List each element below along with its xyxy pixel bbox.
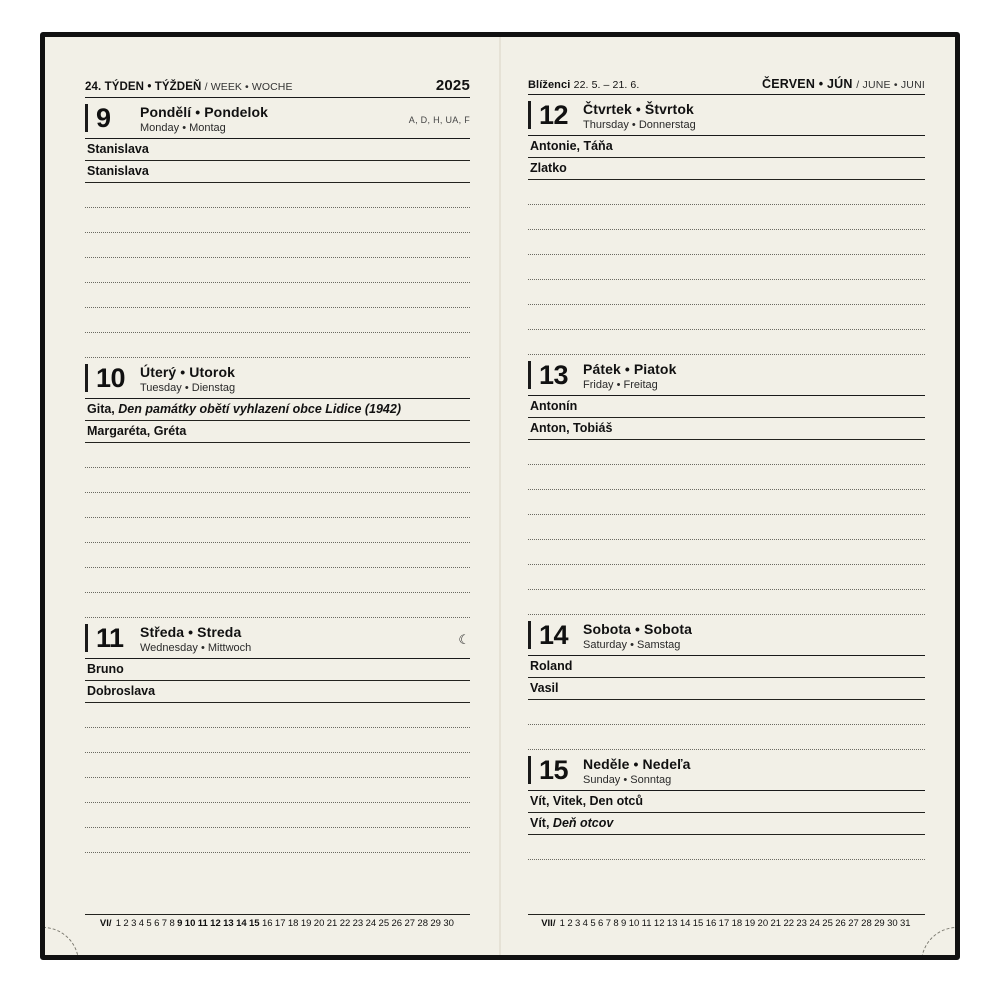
day-name-group: [583, 621, 692, 652]
footer-day-number[interactable]: 28: [861, 918, 872, 929]
note-line[interactable]: [528, 565, 925, 590]
week-label: [85, 81, 293, 93]
day-name-group: [583, 361, 676, 392]
note-line[interactable]: [85, 703, 470, 728]
month-label: [762, 77, 925, 91]
footer-day-number[interactable]: 14: [679, 918, 691, 929]
footer-day-number[interactable]: 1: [559, 918, 565, 929]
note-line[interactable]: [85, 753, 470, 778]
footer-day-number[interactable]: 13: [223, 918, 234, 929]
note-line[interactable]: [528, 180, 925, 205]
pages-container: [45, 37, 955, 955]
nameday-line: Gita, Den památky obětí vyhlazení obce Lidice (1942): [85, 399, 470, 421]
footer-day-number[interactable]: 19: [744, 918, 756, 929]
page-spine: [500, 37, 501, 955]
note-line[interactable]: [528, 280, 925, 305]
nameday-line: Stanislava: [85, 161, 470, 183]
note-line[interactable]: [528, 465, 925, 490]
footer-day-number[interactable]: 26: [835, 918, 846, 929]
day-header: [528, 756, 925, 791]
day-header: [528, 621, 925, 656]
nameday-line: Stanislava: [85, 139, 470, 161]
footer-day-number[interactable]: 4: [138, 918, 145, 929]
note-line[interactable]: [528, 540, 925, 565]
footer-day-number[interactable]: 21: [326, 918, 338, 929]
zodiac-label: [528, 79, 639, 91]
footer-day-number[interactable]: 7: [161, 918, 168, 929]
day-name-secondary: Tuesday • Dienstag: [140, 382, 236, 394]
day-number-bar: [85, 364, 88, 392]
note-line[interactable]: [528, 330, 925, 355]
note-line[interactable]: [85, 728, 470, 753]
day-block: [528, 101, 925, 355]
footer-day-number[interactable]: 16: [705, 918, 717, 929]
note-line[interactable]: [528, 230, 925, 255]
moon-full-icon: ☾: [458, 632, 470, 647]
day-name-group: [583, 756, 691, 787]
note-line[interactable]: [85, 308, 470, 333]
day-number: 9: [96, 103, 111, 133]
footer-day-numbers: [115, 918, 456, 929]
footer-day-number[interactable]: 29: [430, 918, 441, 929]
note-line[interactable]: [85, 493, 470, 518]
footer-day-number[interactable]: 4: [582, 918, 588, 929]
planner-spread: [40, 32, 960, 960]
note-line[interactable]: [85, 183, 470, 208]
day-number: 14: [539, 620, 569, 650]
footer-day-number[interactable]: 6: [598, 918, 604, 929]
day-number-bar: [528, 621, 531, 649]
note-line[interactable]: [85, 208, 470, 233]
page-corner-decoration: [921, 927, 960, 960]
note-line[interactable]: [85, 828, 470, 853]
footer-day-number[interactable]: 8: [169, 918, 175, 929]
day-number-wrap: [528, 361, 573, 389]
footer-day-number[interactable]: 8: [613, 918, 619, 929]
day-name-secondary: Sunday • Sonntag: [583, 774, 672, 786]
year-label: 2025: [435, 77, 470, 94]
footer-day-number[interactable]: 13: [666, 918, 678, 929]
footer-day-number[interactable]: 5: [146, 918, 152, 929]
footer-day-number[interactable]: 22: [339, 918, 351, 929]
note-line[interactable]: [528, 835, 925, 860]
footer-day-number[interactable]: 15: [249, 918, 260, 929]
left-page: [45, 37, 500, 955]
zodiac-name: Blíženci: [528, 79, 571, 91]
note-line[interactable]: [85, 443, 470, 468]
day-header: [528, 361, 925, 396]
note-line[interactable]: [528, 490, 925, 515]
day-block: [528, 361, 925, 615]
footer-day-number[interactable]: 14: [236, 918, 247, 929]
day-country-flags: A, D, H, UA, F: [408, 114, 470, 125]
footer-day-number[interactable]: 28: [417, 918, 428, 929]
day-number: 12: [539, 100, 569, 130]
day-name-primary: Neděle • Nedeľa: [583, 756, 691, 772]
footer-day-number[interactable]: 25: [378, 918, 390, 929]
footer-day-number[interactable]: 9: [177, 918, 183, 929]
footer-day-number[interactable]: 5: [590, 918, 596, 929]
month-label-bold: ČERVEN • JÚN: [762, 77, 853, 91]
footer-day-number[interactable]: 3: [575, 918, 581, 929]
nameday-line: Antonie, Táňa: [528, 136, 925, 158]
nameday-line: Vít, Deň otcov: [528, 813, 925, 835]
footer-day-number[interactable]: 27: [404, 918, 416, 929]
footer-day-number[interactable]: 17: [274, 918, 286, 929]
note-line[interactable]: [85, 593, 470, 618]
footer-day-number[interactable]: 21: [770, 918, 782, 929]
day-name-secondary: Wednesday • Mittwoch: [140, 642, 252, 654]
left-page-header: [85, 77, 470, 98]
footer-day-number[interactable]: 23: [352, 918, 364, 929]
day-number-wrap: [85, 624, 130, 652]
footer-day-number[interactable]: 11: [197, 918, 208, 929]
day-name-secondary: Friday • Freitag: [583, 379, 658, 391]
day-number-wrap: [528, 621, 573, 649]
footer-day-number[interactable]: 3: [131, 918, 137, 929]
footer-day-number[interactable]: 18: [731, 918, 743, 929]
month-label-light: / JUNE • JUNI: [856, 79, 925, 91]
day-name-primary: Středa • Streda: [140, 624, 242, 640]
week-label-light: / WEEK • WOCHE: [204, 81, 293, 93]
footer-day-number[interactable]: 2: [123, 918, 129, 929]
nameday-line: Vít, Vitek, Den otců: [528, 791, 925, 813]
footer-day-number[interactable]: 30: [887, 918, 898, 929]
day-name-primary: Pondělí • Pondelok: [140, 104, 269, 120]
footer-day-number[interactable]: 10: [628, 918, 640, 929]
left-footer-month-strip: [85, 914, 470, 929]
note-line[interactable]: [528, 515, 925, 540]
day-header: [85, 624, 470, 659]
footer-day-number[interactable]: 22: [783, 918, 795, 929]
day-number: 15: [539, 755, 569, 785]
nameday-line: Bruno: [85, 659, 470, 681]
note-line[interactable]: [85, 258, 470, 283]
footer-day-number[interactable]: 27: [848, 918, 859, 929]
note-line[interactable]: [528, 205, 925, 230]
right-page-header: [528, 77, 925, 95]
nameday-line: Anton, Tobiáš: [528, 418, 925, 440]
footer-day-number[interactable]: 17: [718, 918, 730, 929]
day-name-group: [140, 364, 235, 395]
day-number-bar: [528, 361, 531, 389]
footer-day-number[interactable]: 30: [443, 918, 454, 929]
footer-day-number[interactable]: 20: [757, 918, 769, 929]
footer-day-number[interactable]: 31: [900, 918, 911, 929]
footer-month-label: VI/: [99, 918, 112, 929]
day-number-wrap: [528, 756, 573, 784]
day-block: [85, 104, 470, 358]
footer-day-number[interactable]: 10: [184, 918, 196, 929]
note-line[interactable]: [528, 255, 925, 280]
footer-day-number[interactable]: 2: [567, 918, 573, 929]
day-name-primary: Pátek • Piatok: [583, 361, 677, 377]
note-line[interactable]: [528, 725, 925, 750]
footer-day-numbers: [558, 918, 911, 929]
day-header: [528, 101, 925, 136]
footer-day-number[interactable]: 15: [692, 918, 704, 929]
day-block: [85, 624, 470, 853]
note-line[interactable]: [85, 778, 470, 803]
day-name-secondary: Saturday • Samstag: [583, 639, 681, 651]
day-block: [85, 364, 470, 618]
footer-day-number[interactable]: 11: [641, 918, 652, 929]
footer-day-number[interactable]: 18: [287, 918, 299, 929]
day-number-wrap: [528, 101, 573, 129]
day-name-group: [140, 104, 268, 135]
footer-day-number[interactable]: 1: [115, 918, 122, 929]
footer-day-number[interactable]: 23: [796, 918, 807, 929]
note-line[interactable]: [85, 803, 470, 828]
footer-day-number[interactable]: 29: [874, 918, 885, 929]
day-header: [85, 104, 470, 139]
footer-day-number[interactable]: 16: [261, 918, 273, 929]
footer-day-number[interactable]: 9: [621, 918, 627, 929]
day-block: [528, 756, 925, 860]
nameday-line: Zlatko: [528, 158, 925, 180]
day-name-group: [583, 101, 696, 132]
footer-day-number[interactable]: 25: [822, 918, 833, 929]
note-line[interactable]: [85, 518, 470, 543]
nameday-line: Roland: [528, 656, 925, 678]
day-name-secondary: Thursday • Donnerstag: [583, 119, 696, 131]
right-footer-month-strip: [528, 914, 925, 929]
nameday-line: Antonín: [528, 396, 925, 418]
day-block: [528, 621, 925, 750]
right-page: [500, 37, 955, 955]
note-line[interactable]: [85, 468, 470, 493]
nameday-line: Margaréta, Gréta: [85, 421, 470, 443]
day-number-bar: [528, 756, 531, 784]
note-line[interactable]: [85, 568, 470, 593]
day-number: 11: [96, 623, 124, 653]
day-number-bar: [528, 101, 531, 129]
footer-day-number[interactable]: 12: [653, 918, 665, 929]
footer-day-number[interactable]: 24: [809, 918, 820, 929]
footer-day-number[interactable]: 7: [605, 918, 611, 929]
day-number-wrap: [85, 364, 130, 392]
week-label-bold: 24. TÝDEN • TÝŽDEŇ: [85, 81, 202, 93]
note-line[interactable]: [528, 700, 925, 725]
footer-month-label: VII/: [541, 918, 556, 929]
note-line[interactable]: [85, 333, 470, 358]
day-name-primary: Čtvrtek • Štvrtok: [583, 101, 694, 117]
footer-day-number[interactable]: 20: [313, 918, 325, 929]
day-number-bar: [85, 624, 88, 652]
note-line[interactable]: [85, 233, 470, 258]
footer-day-number[interactable]: 19: [300, 918, 312, 929]
day-header: [85, 364, 470, 399]
footer-day-number[interactable]: 26: [391, 918, 403, 929]
day-number-wrap: [85, 104, 130, 132]
note-line[interactable]: [528, 590, 925, 615]
nameday-line: Vasil: [528, 678, 925, 700]
footer-day-number[interactable]: 24: [365, 918, 377, 929]
note-line[interactable]: [85, 543, 470, 568]
day-name-secondary: Monday • Montag: [140, 122, 226, 134]
day-name-primary: Sobota • Sobota: [583, 621, 693, 637]
page-corner-decoration: [40, 927, 79, 960]
day-name-group: [140, 624, 251, 655]
day-name-primary: Úterý • Utorok: [140, 364, 235, 380]
note-line[interactable]: [528, 305, 925, 330]
zodiac-range: 22. 5. – 21. 6.: [573, 79, 640, 91]
day-number-bar: [85, 104, 88, 132]
note-line[interactable]: [528, 440, 925, 465]
nameday-line: Dobroslava: [85, 681, 470, 703]
note-line[interactable]: [85, 283, 470, 308]
footer-day-number[interactable]: 12: [210, 918, 221, 929]
day-number: 13: [539, 360, 569, 390]
day-number: 10: [96, 363, 126, 393]
footer-day-number[interactable]: 6: [154, 918, 160, 929]
